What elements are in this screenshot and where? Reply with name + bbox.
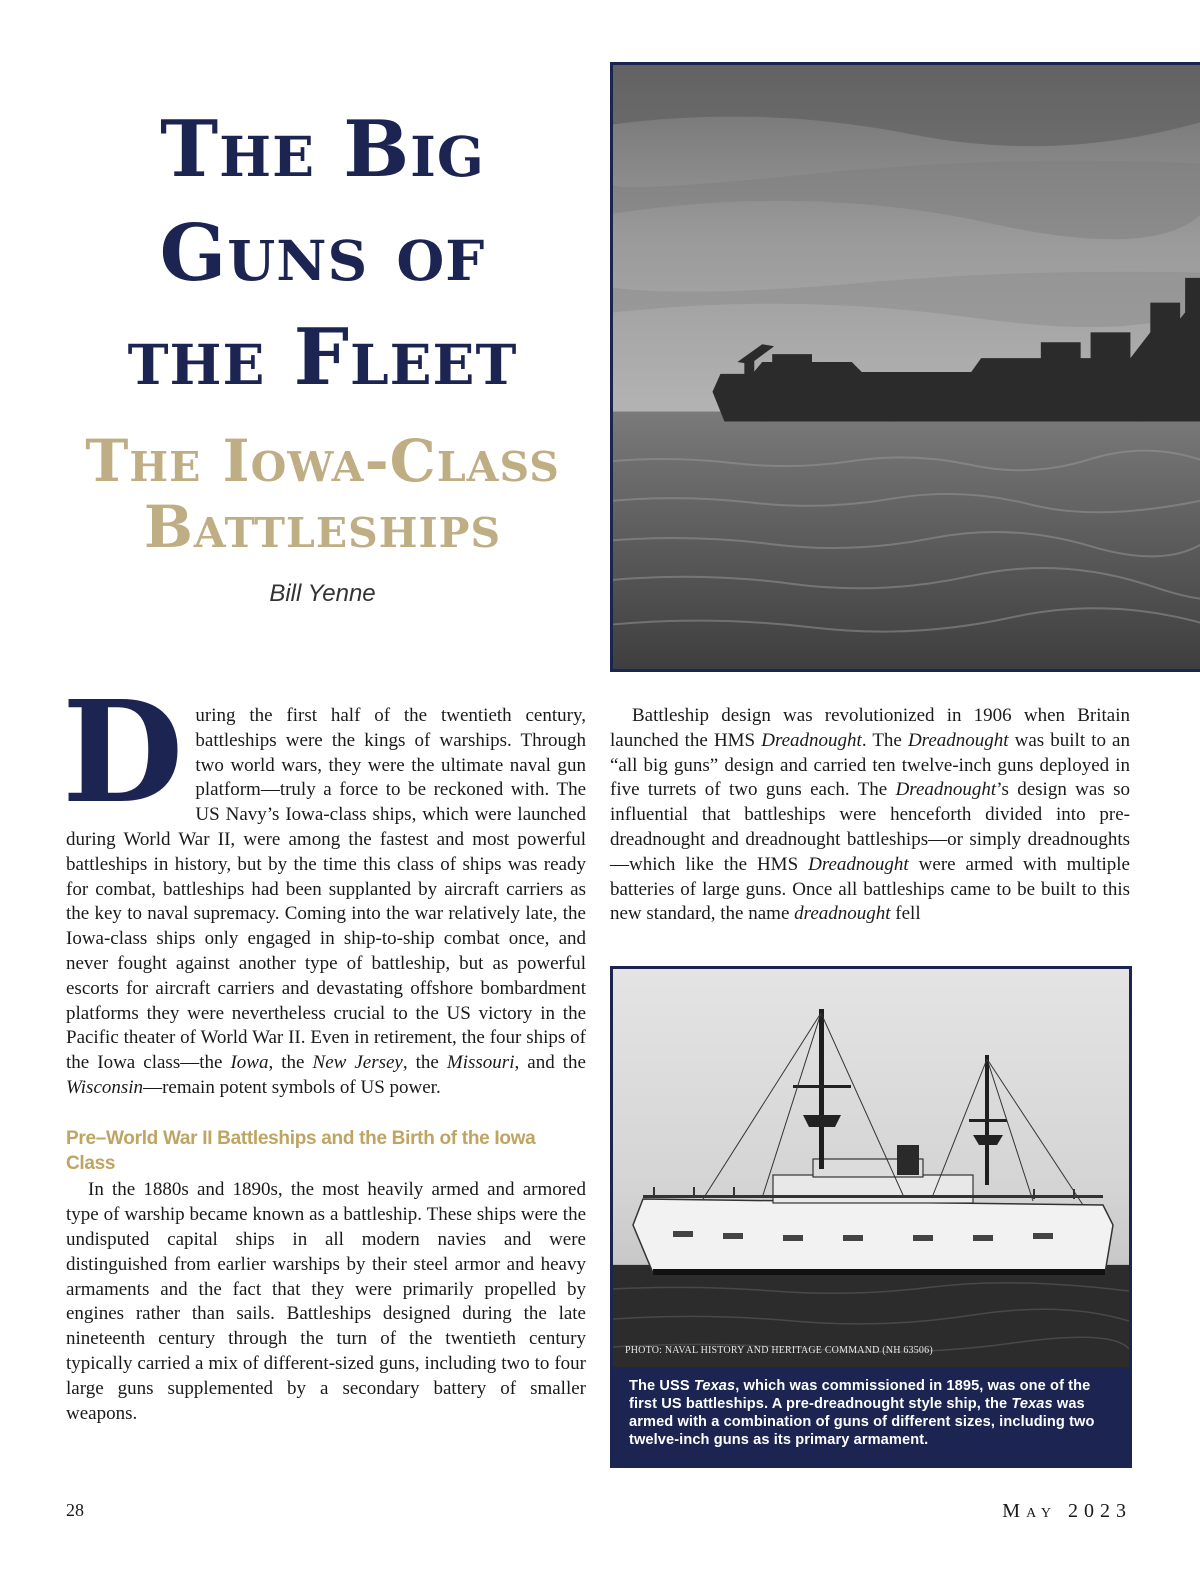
ship-name: New Jersey [312, 1052, 403, 1074]
article-column-right [610, 704, 1130, 927]
photo-caption [629, 1377, 1119, 1449]
text-run: —remain potent symbols of US power. [143, 1076, 441, 1098]
ship-name: Dreadnought [761, 729, 862, 751]
article-column-left [62, 671, 586, 1426]
uss-texas-ship-icon [613, 969, 1129, 1367]
text-run: Battleship design was revolutionized in 1906 when Britain launched the HMS [610, 705, 1130, 751]
photo-credit: PHOTO: NAVAL HISTORY AND HERITAGE COMMAND (NH 63506) [625, 1345, 933, 1356]
intro-paragraph [62, 671, 586, 1101]
page-number: 28 [66, 1500, 84, 1520]
battleship-silhouette-photo [610, 62, 1200, 672]
issue-date: May 2023 [1002, 1500, 1132, 1522]
text-run: , the [268, 1052, 313, 1074]
title-line: the Fleet [127, 312, 518, 403]
italic-term: dreadnought [794, 903, 891, 925]
drop-cap: D [62, 671, 184, 835]
text-run: , which was commissioned in 1895, was one of the first US battleships. A pre-dreadnought style ship, the [629, 1378, 1091, 1412]
text-run: fell [890, 903, 921, 925]
ship-name: Iowa [230, 1052, 269, 1074]
text-run: , the [402, 1052, 447, 1074]
ship-name: Dreadnought [808, 853, 909, 875]
text-run: was armed with a combination of guns of different sizes, including two twelve-inch guns as its primary armament. [629, 1396, 1095, 1448]
ship-name: Dreadnought [907, 729, 1009, 751]
battleship-silhouette-icon [613, 65, 1200, 669]
section-paragraph: In the 1880s and 1890s, the most heavily armed and armored type of warship became known as a battleship. These ships were the undisputed capital ships in all modern navies and were distinguished from earlier warships by their steel armor and heavy armaments and the fact that they were primarily propelled by engines rather than sails. Battleships designed during the late nineteenth century through the turn of the twentieth century typically carried a mix of different-sized guns, including two to four large guns supplemented by a secondary battery of smaller weapons. [66, 1179, 586, 1424]
text-run: was built to an “all big guns” design and carried ten twelve-inch guns deployed in five turrets of two guns each. The [610, 729, 1130, 801]
dreadnought-paragraph [610, 704, 1130, 927]
uss-texas-photo-box [610, 966, 1132, 1468]
subtitle-line: Battleships [143, 493, 502, 561]
text-run: were armed with multiple batteries of large guns. Once all battleships came to be built to this new standard, the name [610, 853, 1130, 925]
ship-name: Texas [693, 1378, 736, 1394]
uss-texas-ship-photo [613, 969, 1129, 1367]
text-run: The USS [629, 1378, 694, 1394]
title-line: The Big [160, 104, 485, 195]
ship-name: Texas [1011, 1396, 1053, 1412]
text-run: ’s design was so influential that battleships were henceforth divided into pre-dreadnought and dreadnought battleships—or simply dreadnoughts—which like the HMS [610, 779, 1130, 875]
ship-name: Wisconsin [66, 1076, 144, 1098]
text-run: . The [861, 729, 908, 751]
article-title [40, 98, 605, 410]
ship-name: Dreadnought [895, 779, 997, 801]
section-heading: Pre–World War II Battleships and the Birth of the Iowa Class [66, 1127, 536, 1174]
text-run: , and the [514, 1052, 586, 1074]
subtitle-line: The Iowa-Class [85, 427, 560, 495]
ship-name: Missouri [446, 1052, 515, 1074]
text-run: uring the first half of the twentieth century, battleships were the kings of warships. Through two world wars, they were the ultimate naval gun platform—truly a force to be reckoned with. The US Navy’s Iowa-class ships, which were launched during World War II, were among the fastest and most powerful battleships in history, but by the time this class of ships was ready for combat, battleships had been supplanted by aircraft carriers as the key to naval supremacy. Coming into the war relatively late, the Iowa-class ships only engaged in ship-to-ship combat once, and never fought against another type of battleship, but as powerful escorts for aircraft carriers and devastating offshore bombardment platforms they were nevertheless crucial to the US victory in the Pacific theater of World War II. Even in retirement, the four ships of the Iowa class—the [66, 705, 586, 1074]
title-line: Guns of [159, 208, 486, 299]
article-subtitle [40, 428, 605, 560]
author-byline: Bill Yenne [269, 580, 376, 607]
